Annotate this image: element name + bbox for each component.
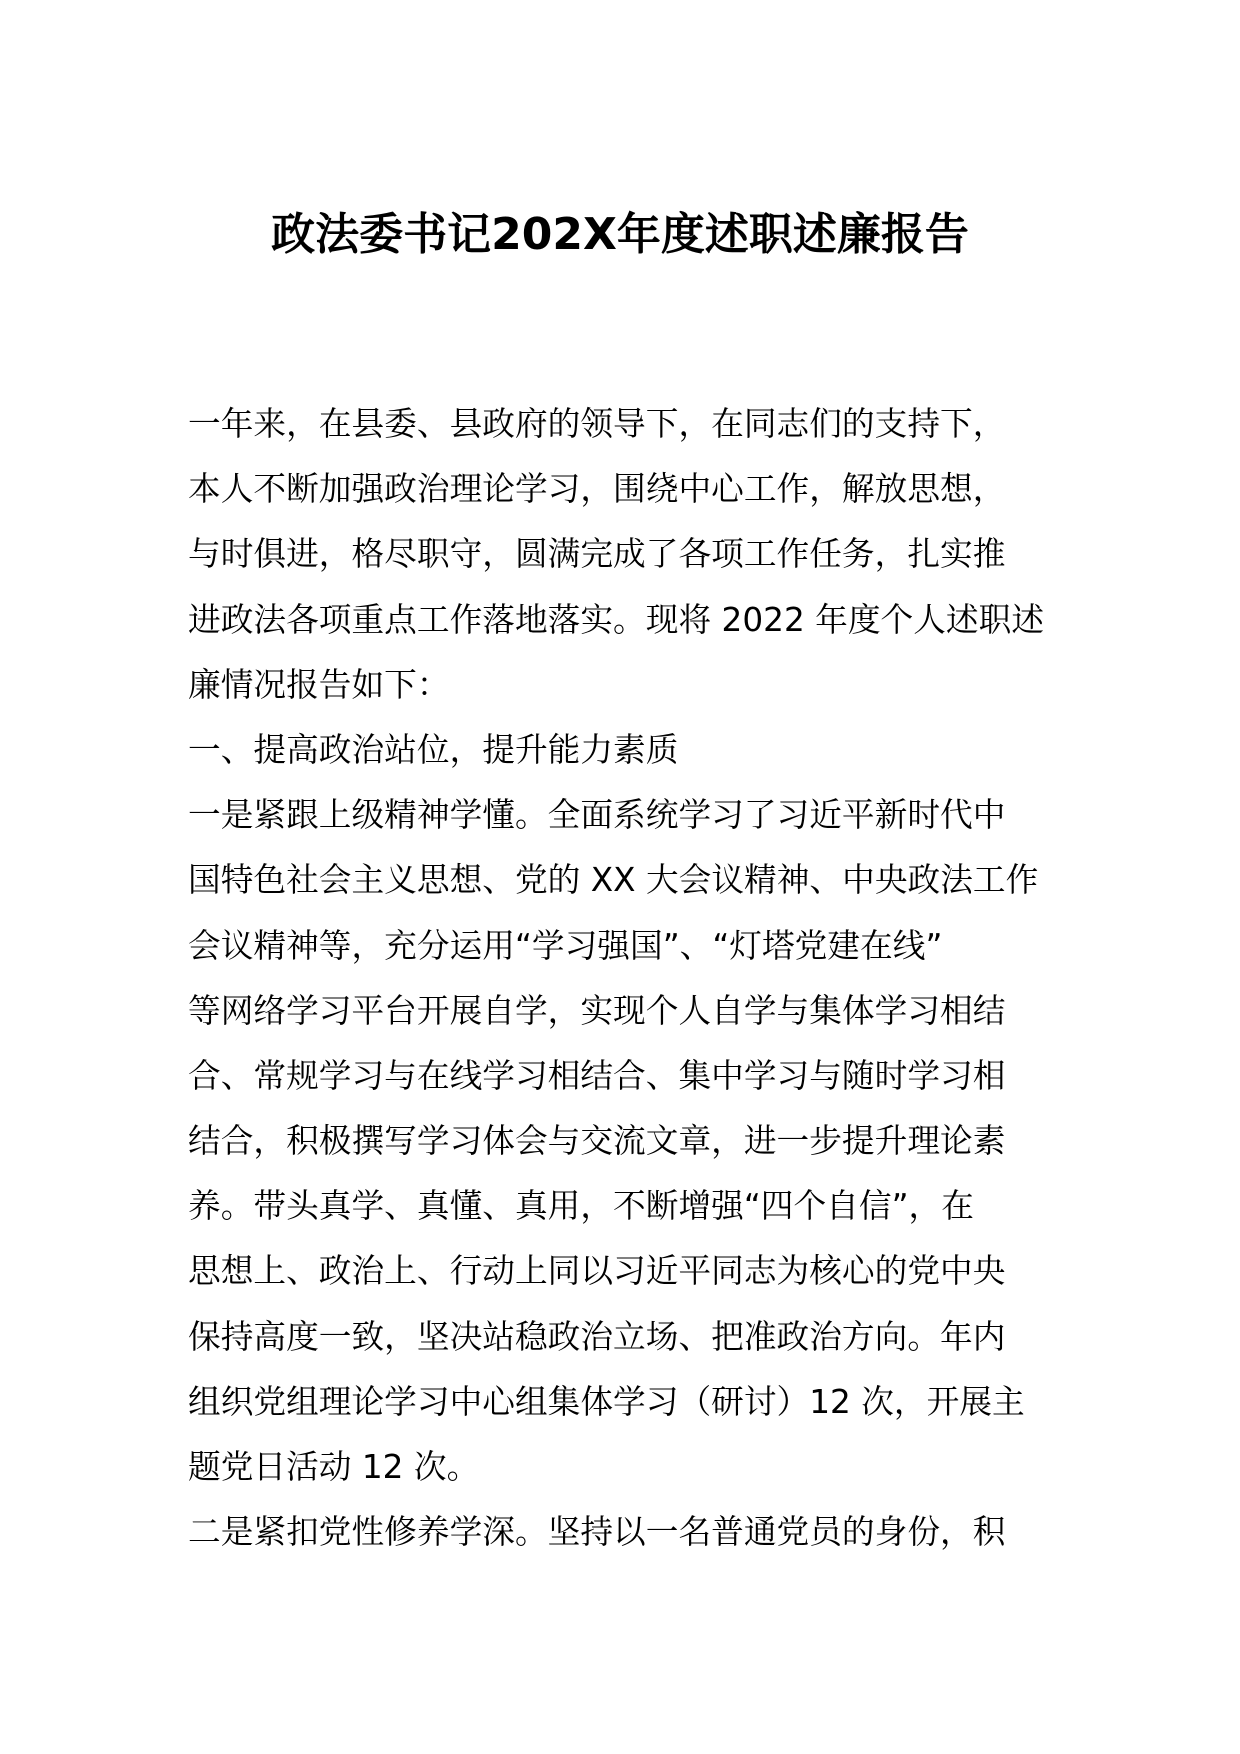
paragraph-point-1 bbox=[188, 782, 1058, 1499]
text-line: 一年来，在县委、县政府的领导下，在同志们的支持下， bbox=[188, 404, 1006, 443]
paragraph-intro bbox=[188, 391, 1058, 717]
text-line: 国特色社会主义思想、党的 XX 大会议精神、中央政法工作 bbox=[188, 860, 1039, 900]
text-line: 结合，积极撰写学习体会与交流文章，进一步提升理论素 bbox=[188, 1121, 1006, 1161]
text-line: 本人不断加强政治理论学习，围绕中心工作，解放思想， bbox=[188, 469, 1006, 509]
text-line: 合、常规学习与在线学习相结合、集中学习与随时学习相 bbox=[188, 1055, 1006, 1095]
text-line: 与时俱进，格尽职守，圆满完成了各项工作任务，扎实推 bbox=[188, 534, 1006, 574]
text-line: 等网络学习平台开展自学，实现个人自学与集体学习相结 bbox=[188, 990, 1006, 1030]
text-line: 组织党组理论学习中心组集体学习（研讨）12 次，开展主 bbox=[188, 1381, 1025, 1421]
text-line: 进政法各项重点工作落地落实。现将 2022 年度个人述职述 bbox=[188, 599, 1045, 639]
text-line: 二是紧扣党性修养学深。坚持以一名普通党员的身份，积 bbox=[188, 1512, 1006, 1552]
text-line: 题党日活动 12 次。 bbox=[188, 1447, 480, 1486]
document-body bbox=[188, 391, 1058, 1564]
text-line: 养。带头真学、真懂、真用，不断增强“四个自信”，在 bbox=[188, 1186, 974, 1226]
text-line: 廉情况报告如下： bbox=[188, 664, 450, 704]
text-line: 思想上、政治上、行动上同以习近平同志为核心的党中央 bbox=[188, 1251, 1006, 1291]
text-line: 会议精神等，充分运用“学习强国”、“灯塔党建在线” bbox=[188, 925, 943, 965]
page-title: 政法委书记202X年度述职述廉报告 bbox=[271, 209, 969, 260]
text-line: 保持高度一致，坚决站稳政治立场、把准政治方向。年内 bbox=[188, 1316, 1006, 1356]
section-heading-text: 一、提高政治站位，提升能力素质 bbox=[188, 729, 679, 769]
section-heading-1 bbox=[188, 717, 1058, 782]
text-line: 一是紧跟上级精神学懂。全面系统学习了习近平新时代中 bbox=[188, 795, 1006, 835]
paragraph-point-2 bbox=[188, 1499, 1058, 1564]
